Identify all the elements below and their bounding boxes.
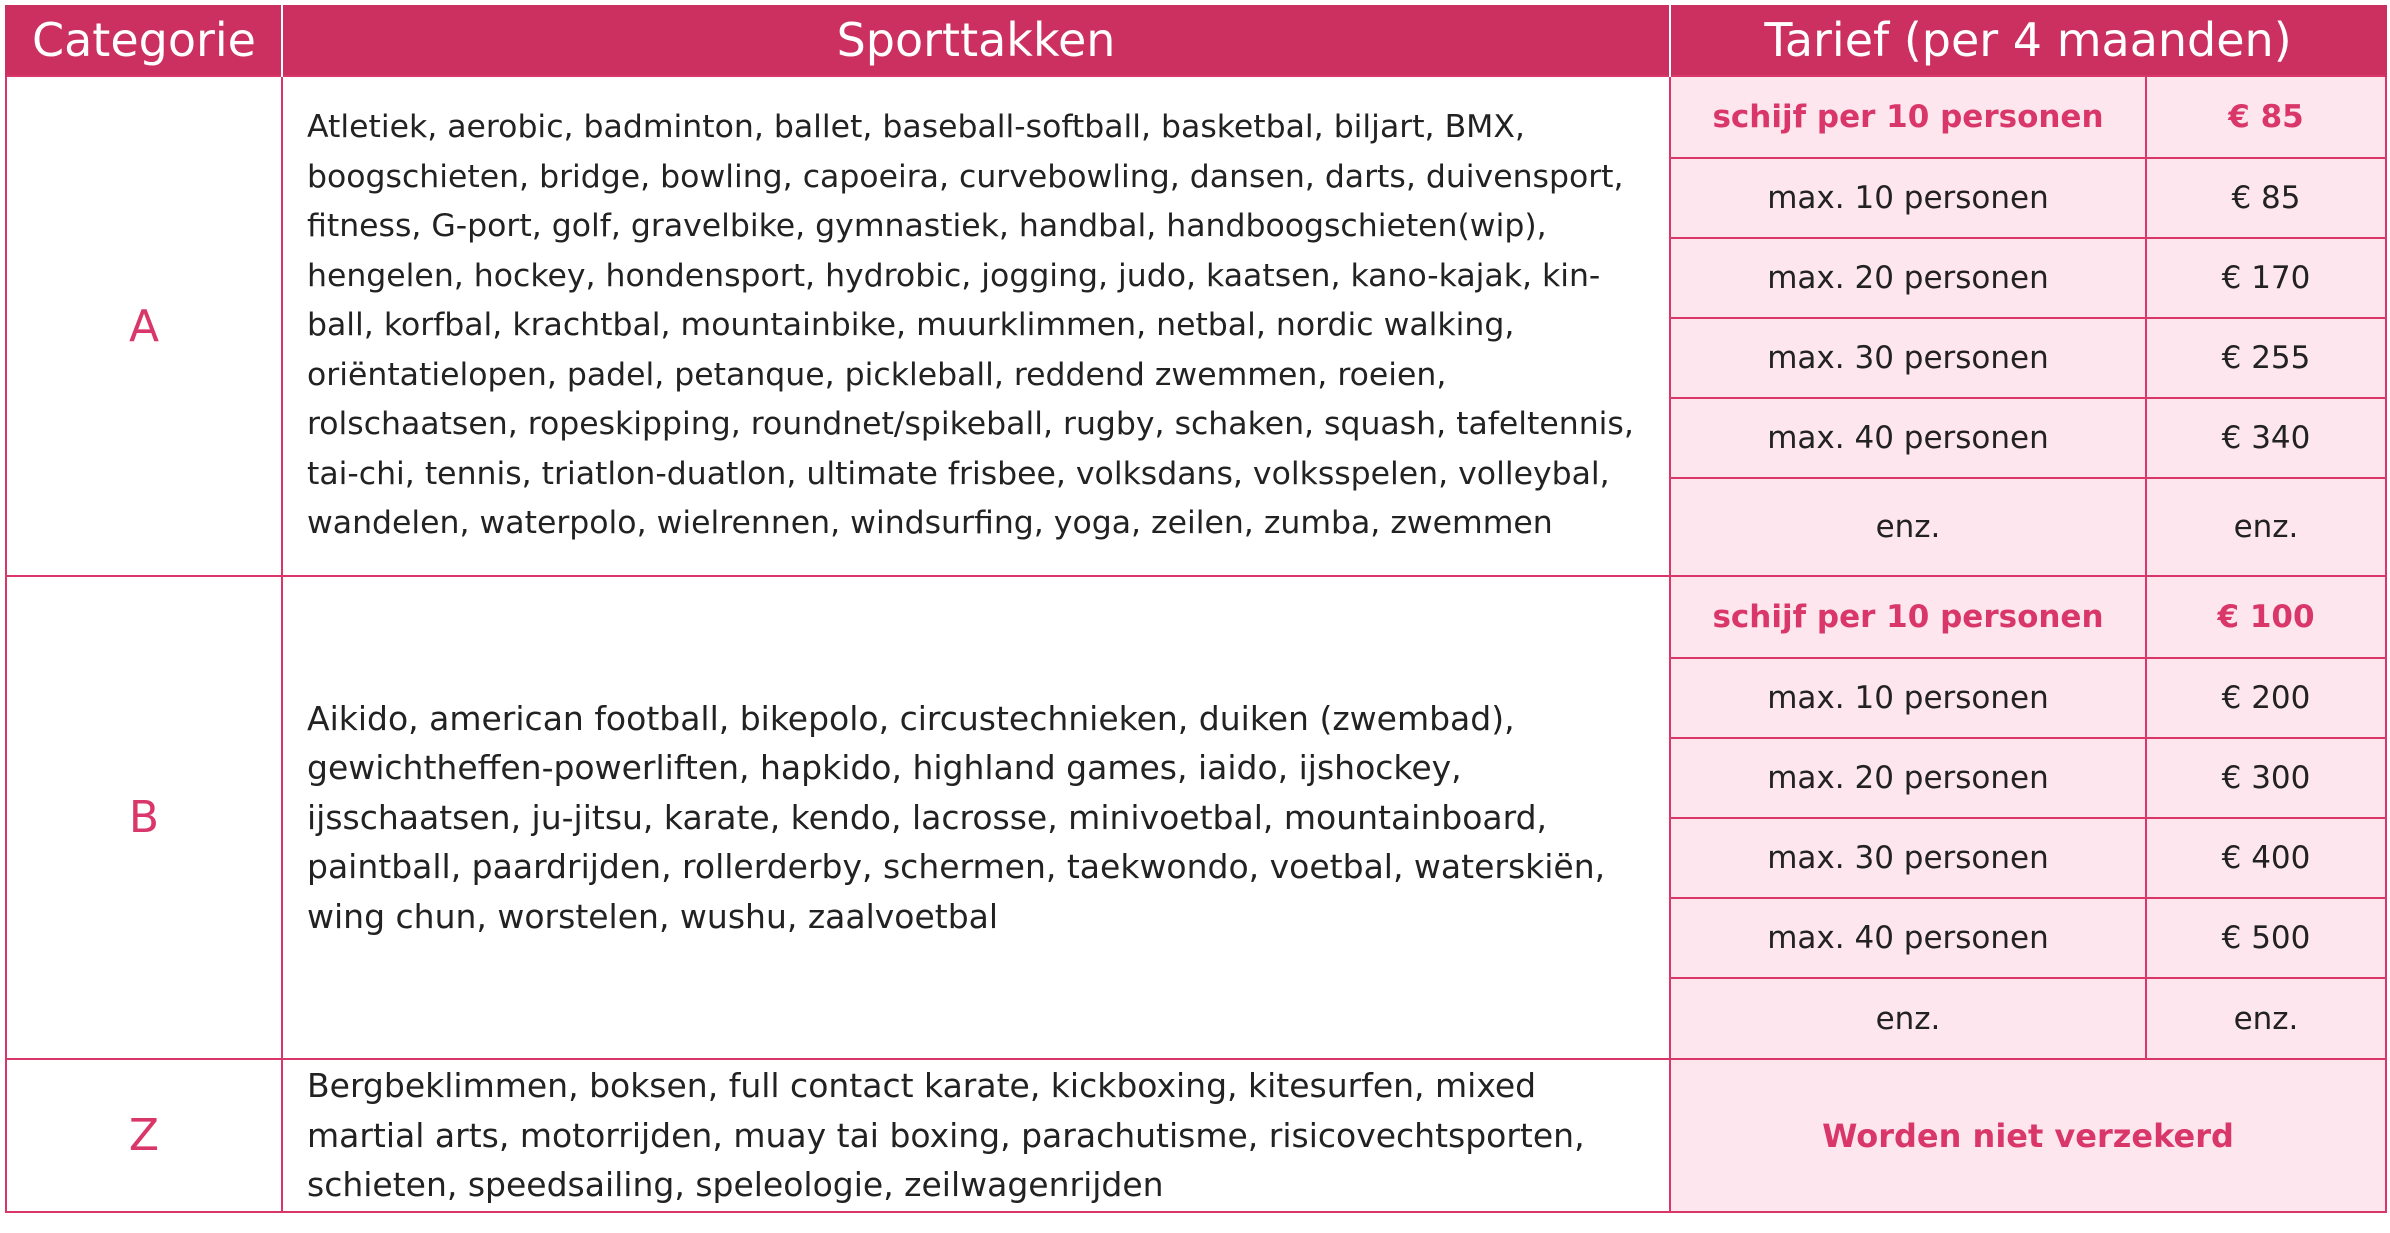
- rate-label: max. 30 personen: [1670, 818, 2146, 898]
- rate-label: max. 30 personen: [1670, 318, 2146, 398]
- rate-price: € 340: [2146, 398, 2386, 478]
- rate-label: max. 20 personen: [1670, 238, 2146, 318]
- header-sports: Sporttakken: [282, 5, 1670, 76]
- rate-price: € 200: [2146, 658, 2386, 738]
- rate-price: € 255: [2146, 318, 2386, 398]
- tariff-table: [5, 5, 2387, 1213]
- rate-price: € 85: [2146, 76, 2386, 158]
- header-tariff: Tarief (per 4 maanden): [1670, 5, 2386, 76]
- rate-label: max. 40 personen: [1670, 898, 2146, 978]
- rate-label: schijf per 10 personen: [1670, 76, 2146, 158]
- rate-label: max. 10 personen: [1670, 658, 2146, 738]
- sports-list: Atletiek, aerobic, badminton, ballet, baseball-softball, basketbal, biljart, BMX, boogschieten, bridge, bowling, capoeira, curvebowling, dansen, darts, duivensport, fitness, G-port, golf, gravelbike, gymnastiek, handbal, handboogschieten(wip), hengelen, hockey, hondensport, hydrobic, jogging, judo, kaatsen, kano-kajak, kin-ball, korfbal, krachtbal, mountainbike, muurklimmen, netbal, nordic walking, oriëntatielopen, padel, petanque, pickleball, reddend zwemmen, roeien, rolschaatsen, ropeskipping, roundnet/spikeball, rugby, schaken, squash, tafeltennis, tai-chi, tennis, triatlon-duatlon, ultimate frisbee, volksdans, volksspelen, volleybal, wandelen, waterpolo, wielrennen, windsurfing, yoga, zeilen, zumba, zwemmen: [282, 76, 1670, 576]
- category-code: A: [6, 76, 282, 576]
- sports-list: Aikido, american football, bikepolo, circustechnieken, duiken (zwembad), gewichtheffen-powerliften, hapkido, highland games, iaido, ijshockey, ijsschaatsen, ju-jitsu, karate, kendo, lacrosse, minivoetbal, mountainboard, paintball, paardrijden, rollerderby, schermen, taekwondo, voetbal, waterskiën, wing chun, worstelen, wushu, zaalvoetbal: [282, 576, 1670, 1059]
- header-row: [6, 5, 2386, 76]
- rate-label: max. 20 personen: [1670, 738, 2146, 818]
- category-a-row: [6, 76, 2386, 158]
- rate-price: € 100: [2146, 576, 2386, 658]
- rate-price: € 170: [2146, 238, 2386, 318]
- rate-label: schijf per 10 personen: [1670, 576, 2146, 658]
- not-insured-note: Worden niet verzekerd: [1670, 1059, 2386, 1212]
- sports-list: Bergbeklimmen, boksen, full contact karate, kickboxing, kitesurfen, mixed martial arts, motorrijden, muay tai boxing, parachutisme, risicovechtsporten, schieten, speedsailing, speleologie, zeilwagenrijden: [282, 1059, 1670, 1212]
- header-category: Categorie: [6, 5, 282, 76]
- rate-price: € 300: [2146, 738, 2386, 818]
- category-z-row: [6, 1059, 2386, 1212]
- category-b-row: [6, 576, 2386, 658]
- rate-label: max. 40 personen: [1670, 398, 2146, 478]
- rate-price: € 500: [2146, 898, 2386, 978]
- rate-price: enz.: [2146, 978, 2386, 1059]
- rate-label: enz.: [1670, 978, 2146, 1059]
- rate-label: max. 10 personen: [1670, 158, 2146, 238]
- rate-price: enz.: [2146, 478, 2386, 576]
- rate-price: € 85: [2146, 158, 2386, 238]
- rate-label: enz.: [1670, 478, 2146, 576]
- category-code: Z: [6, 1059, 282, 1212]
- category-code: B: [6, 576, 282, 1059]
- rate-price: € 400: [2146, 818, 2386, 898]
